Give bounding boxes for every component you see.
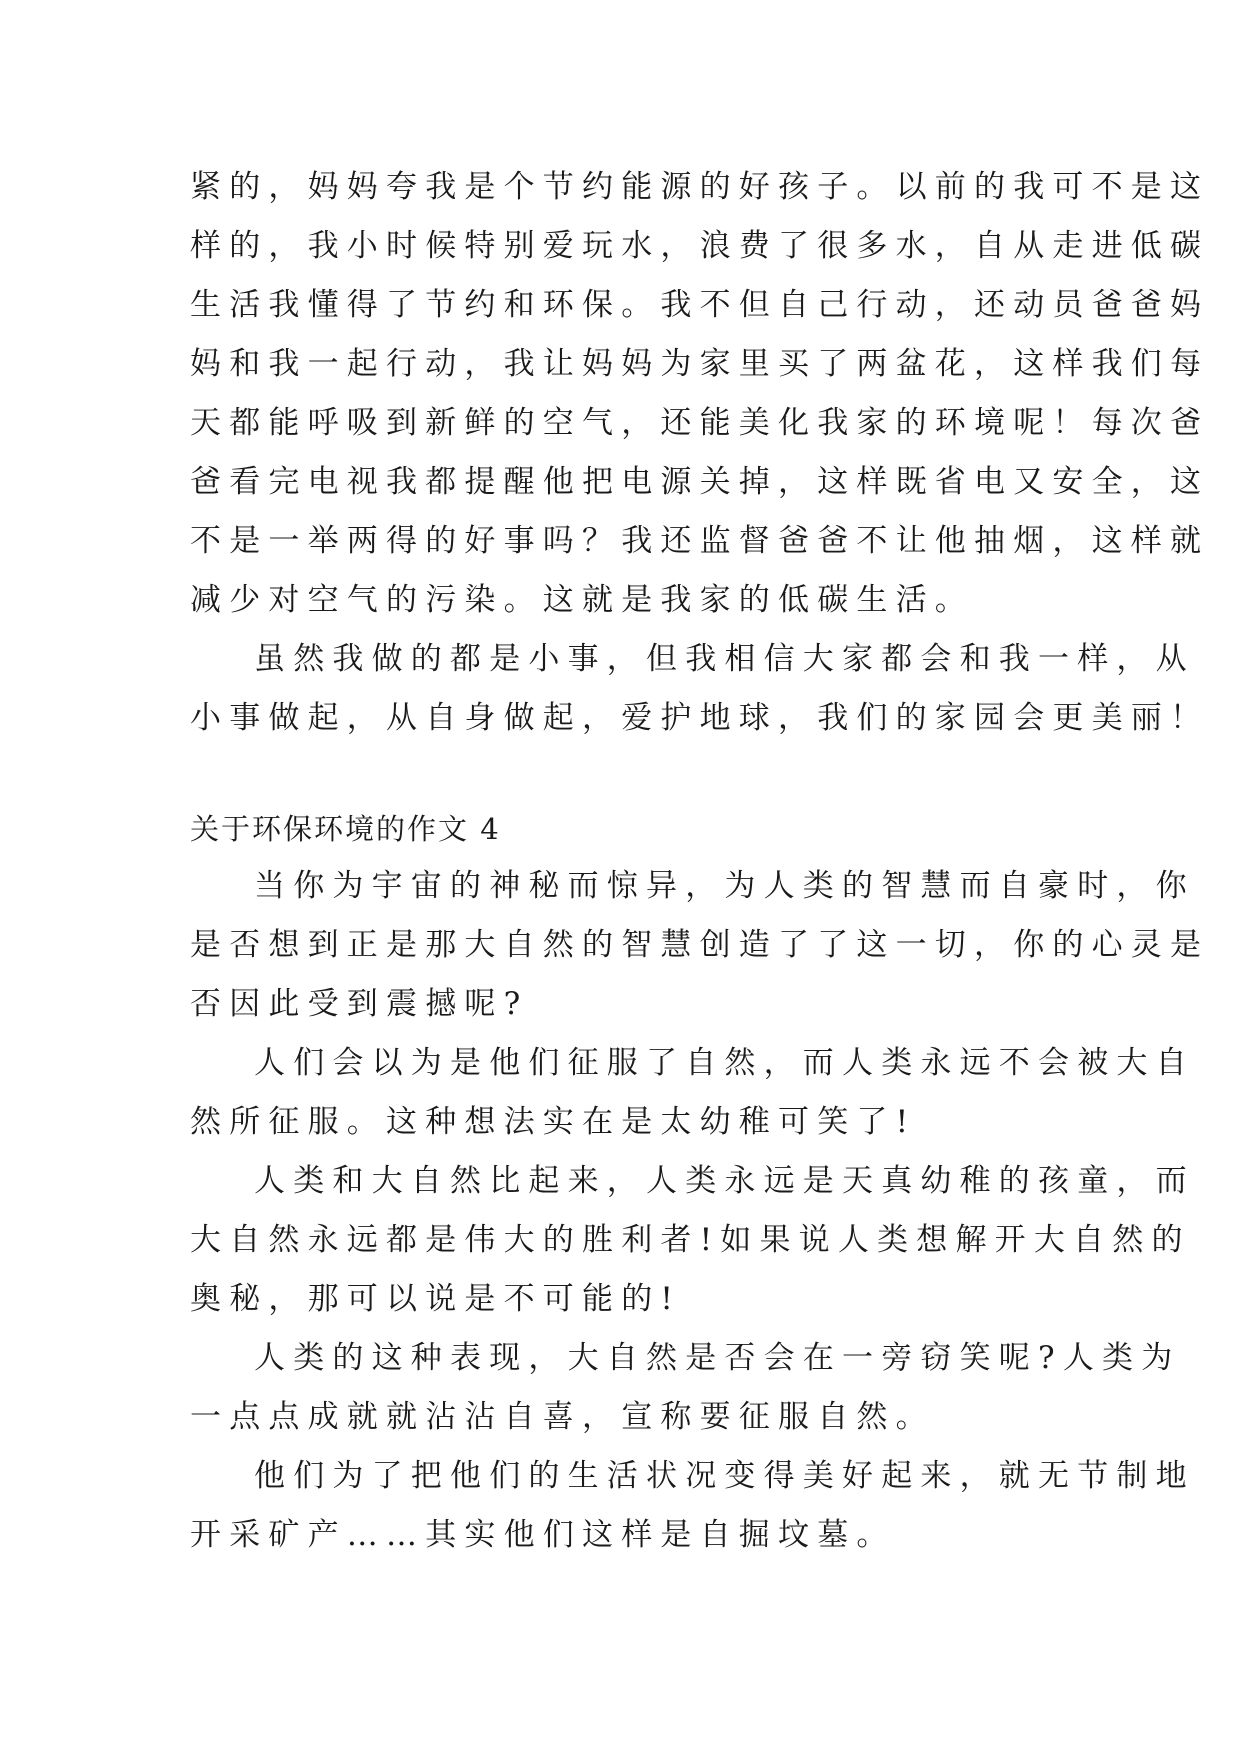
paragraph-line: 他们为了把他们的生活状况变得美好起来，就无节制地: [254, 1458, 1195, 1494]
paragraph-line: 是否想到正是那大自然的智慧创造了了这一切，你的心灵是: [190, 927, 1210, 963]
paragraph-line: 紧的，妈妈夸我是个节约能源的好孩子。以前的我可不是这: [190, 169, 1210, 205]
paragraph-line: 天都能呼吸到新鲜的空气，还能美化我家的环境呢！每次爸: [190, 405, 1210, 441]
paragraph-line: 虽然我做的都是小事，但我相信大家都会和我一样，从: [254, 641, 1195, 677]
paragraph-line: 奥秘，那可以说是不可能的!: [190, 1281, 682, 1317]
paragraph-line: 妈和我一起行动，我让妈妈为家里买了两盆花，这样我们每: [190, 346, 1210, 382]
paragraph-line: 样的，我小时候特别爱玩水，浪费了很多水，自从走进低碳: [190, 228, 1210, 264]
paragraph-line: 人类和大自然比起来，人类永远是天真幼稚的孩童，而: [254, 1163, 1195, 1199]
paragraph-line: 不是一举两得的好事吗？我还监督爸爸不让他抽烟，这样就: [190, 523, 1210, 559]
paragraph-line: 生活我懂得了节约和环保。我不但自己行动，还动员爸爸妈: [190, 287, 1210, 323]
paragraph-line: 一点点成就就沾沾自喜，宣称要征服自然。: [190, 1399, 935, 1435]
paragraph-line: 当你为宇宙的神秘而惊异，为人类的智慧而自豪时，你: [254, 868, 1195, 904]
paragraph-line: 减少对空气的污染。这就是我家的低碳生活。: [190, 582, 974, 618]
paragraph-line: 人类的这种表现，大自然是否会在一旁窃笑呢?人类为: [254, 1340, 1181, 1376]
essay-heading: 关于环保环境的作文 4: [190, 812, 501, 846]
paragraph-line: 开采矿产……其实他们这样是自掘坟墓。: [190, 1517, 896, 1553]
paragraph-line: 小事做起，从自身做起，爱护地球，我们的家园会更美丽！: [190, 700, 1210, 736]
paragraph-line: 然所征服。这种想法实在是太幼稚可笑了!: [190, 1104, 917, 1140]
paragraph-line: 否因此受到震撼呢?: [190, 986, 529, 1022]
paragraph-line: 大自然永远都是伟大的胜利者!如果说人类想解开大自然的: [190, 1222, 1191, 1258]
paragraph-line: 爸看完电视我都提醒他把电源关掉，这样既省电又安全，这: [190, 464, 1210, 500]
paragraph-line: 人们会以为是他们征服了自然，而人类永远不会被大自: [254, 1045, 1195, 1081]
